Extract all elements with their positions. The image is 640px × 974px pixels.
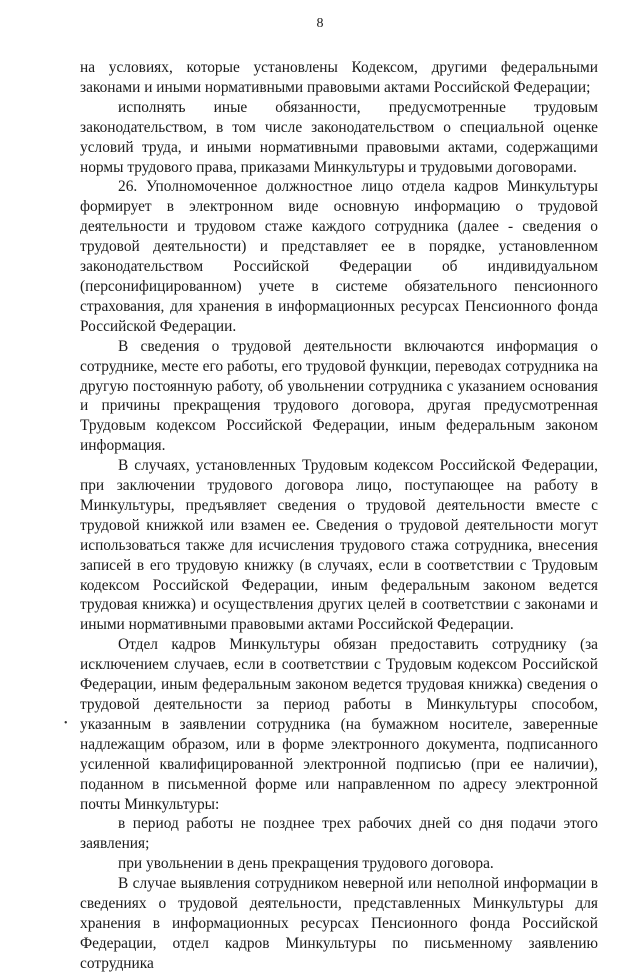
paragraph-other-duties: исполнять иные обязанности, предусмотренные трудовым законодательством, в том числе законодательством о специальной оценке условий труда, и иными нормативными правовыми актами, содержащими нормы трудового права, приказами Минкультуры и трудовыми договорами. — [80, 98, 598, 176]
paragraph-on-dismissal: при увольнении в день прекращения трудового договора. — [118, 855, 494, 873]
paragraph-continuation: на условиях, которые установлены Кодексом, другими федеральными законами и иными нормативными правовыми актами Российской Федерации; — [80, 59, 598, 96]
paragraph-contract-cases: В случаях, установленных Трудовым кодексом Российской Федерации, при заключении трудового договора лицо, поступающее на работу в Минкультуры, предъявляет сведения о трудовой деятельности вместе с трудовой книжкой или взамен ее. Сведения о трудовой деятельности могут использоваться также для исчисления трудового стажа сотрудника, внесения записей в его трудовую книжку (в случаях, если в соответствии с Трудовым кодексом Российской Федерации, иным федеральным законом ведется трудовая книжка) и осуществления других целей в соответствии с законами и иными нормативными правовыми актами Российской Федерации. — [80, 457, 598, 634]
margin-mark: • — [64, 718, 68, 729]
paragraph-info-contents: В сведения о трудовой деятельности включаются информация о сотруднике, месте его работы, его трудовой функции, переводах сотрудника на другую постоянную работу, об увольнении сотрудника с указанием основания и причины прекращения трудового договора, другая предусмотренная Трудовым кодексом Российской Федерации, иным федеральным законом информация. — [80, 337, 598, 455]
paragraph-incorrect-info: В случае выявления сотрудником неверной или неполной информации в сведениях о трудовой деятельности, представленных Минкультуры для хранения в информационных ресурсах Пенсионного фонда Российской Федерации, отдел кадров Минкультуры по письменному заявлению сотрудника — [80, 875, 598, 972]
paragraph-clause-26: 26. Уполномоченное должностное лицо отдела кадров Минкультуры формирует в электронном виде основную информацию о трудовой деятельности и трудовом стаже каждого сотрудника (далее - сведения о трудовой деятельности) и представляет ее в порядке, установленном законодательством Российской Федерации об индивидуальном (персонифицированном) учете в системе обязательного пенсионного страхования, для хранения в информационных ресурсах Пенсионного фонда Российской Федерации. — [80, 178, 598, 335]
page-number: 8 — [316, 16, 324, 31]
paragraph-hr-obligation: Отдел кадров Минкультуры обязан предоставить сотруднику (за исключением случаев, если в соответствии с Трудовым кодексом Российской Федерации, иным федеральным законом ведется трудовая книжка) сведения о трудовой деятельности за период работы в Минкультуры способом, указанным в заявлении сотрудника (на бумажном носителе, заверенные надлежащим образом, или в форме электронного документа, подписанного усиленной квалифицированной электронной подписью (при ее наличии), поданном в письменной форме или направленном по адресу электронной почты Минкультуры: — [80, 636, 598, 813]
document-body — [80, 58, 598, 974]
paragraph-during-work: в период работы не позднее трех рабочих дней со дня подачи этого заявления; — [80, 815, 598, 853]
